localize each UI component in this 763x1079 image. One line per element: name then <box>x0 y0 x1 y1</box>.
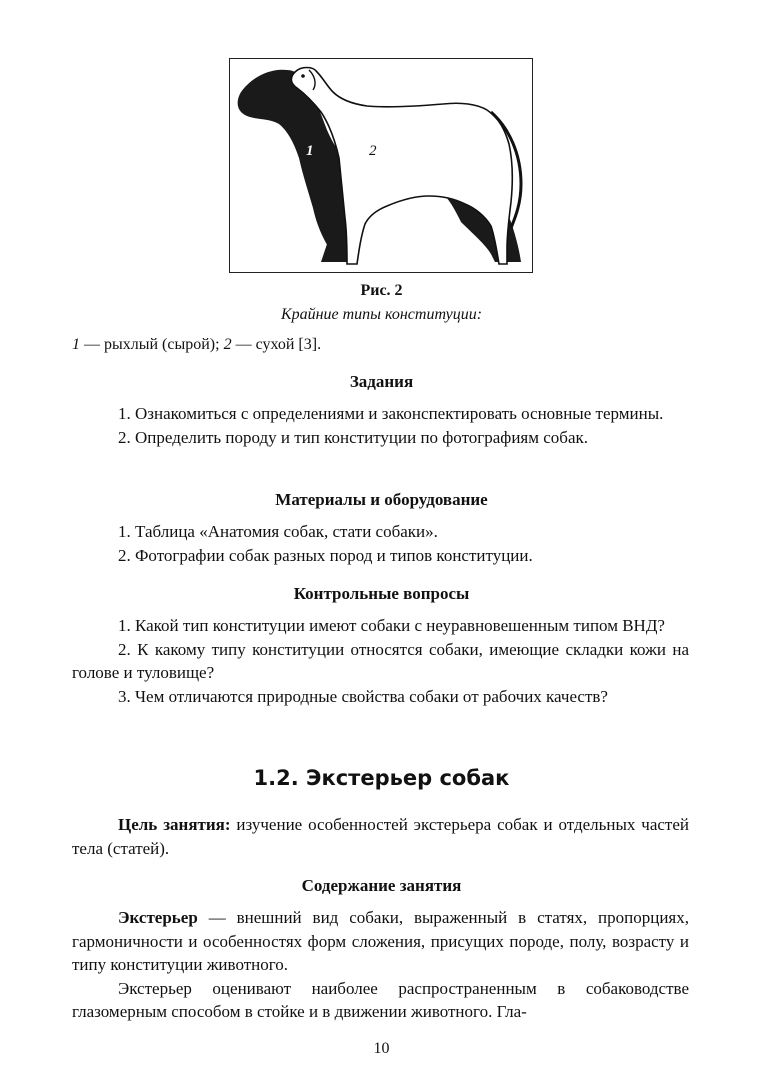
question-item: 3. Чем отличаются природные свойства собаки от рабочих качеств? <box>118 686 608 706</box>
task-item: 1. Ознакомиться с определениями и законспектировать основные термины. <box>118 404 664 423</box>
legend-text-1: — рыхлый (сырой); <box>80 336 224 353</box>
label-1: 1 <box>306 143 314 159</box>
section-title: 1.2. Экстерьер собак <box>253 766 510 790</box>
legend-num-2: 2 <box>223 336 232 353</box>
dog-constitution-figure <box>229 58 533 274</box>
goal-paragraph <box>72 813 689 860</box>
tasks-heading: Задания <box>349 372 414 391</box>
goal-label: Цель занятия: <box>118 815 231 834</box>
questions-heading: Контрольные вопросы <box>293 584 470 603</box>
exterior-term: Экстерьер <box>118 908 198 927</box>
questions-list <box>72 614 689 708</box>
legend-text-2: — сухой [3]. <box>231 336 322 353</box>
dog-illustration <box>229 58 533 274</box>
material-item: 1. Таблица «Анатомия собак, стати собаки». <box>118 522 438 541</box>
goal-text: изучение особенностей экстерьера собак и отдельных частей тела (статей). <box>72 815 689 858</box>
question-item: 2. К какому типу конституции относятся собаки, имеющие складки кожи на голове и туловище? <box>72 639 689 682</box>
material-item: 2. Фотографии собак разных пород и типов конституции. <box>118 545 533 565</box>
figure-caption: Крайние типы конституции: <box>280 306 483 323</box>
tasks-list <box>72 402 689 449</box>
figure-title: Рис. 2 <box>360 282 403 299</box>
question-item: 1. Какой тип конституции имеют собаки с неуравновешенным типом ВНД? <box>118 616 665 635</box>
materials-list <box>72 520 689 567</box>
content-body <box>72 906 689 1024</box>
task-item: 2. Определить породу и тип конституции по фотографиям собак. <box>118 427 588 447</box>
figure-legend <box>72 336 321 354</box>
exterior-paragraph-2: Экстерьер оценивают наиболее распространенным в собаководстве глазомерным способом в стойке и в движении животного. Гла- <box>72 978 689 1021</box>
label-2: 2 <box>369 143 377 159</box>
page-number: 10 <box>373 1040 390 1057</box>
eye <box>301 74 305 78</box>
content-heading: Содержание занятия <box>301 876 462 895</box>
materials-heading: Материалы и оборудование <box>275 490 488 509</box>
legend-num-1: 1 <box>72 336 80 353</box>
exterior-definition: — внешний вид собаки, выраженный в статях, пропорциях, гармоничности и особенностях форм сложения, присущих породе, полу, возрасту и типу конституции животного. <box>72 908 689 974</box>
